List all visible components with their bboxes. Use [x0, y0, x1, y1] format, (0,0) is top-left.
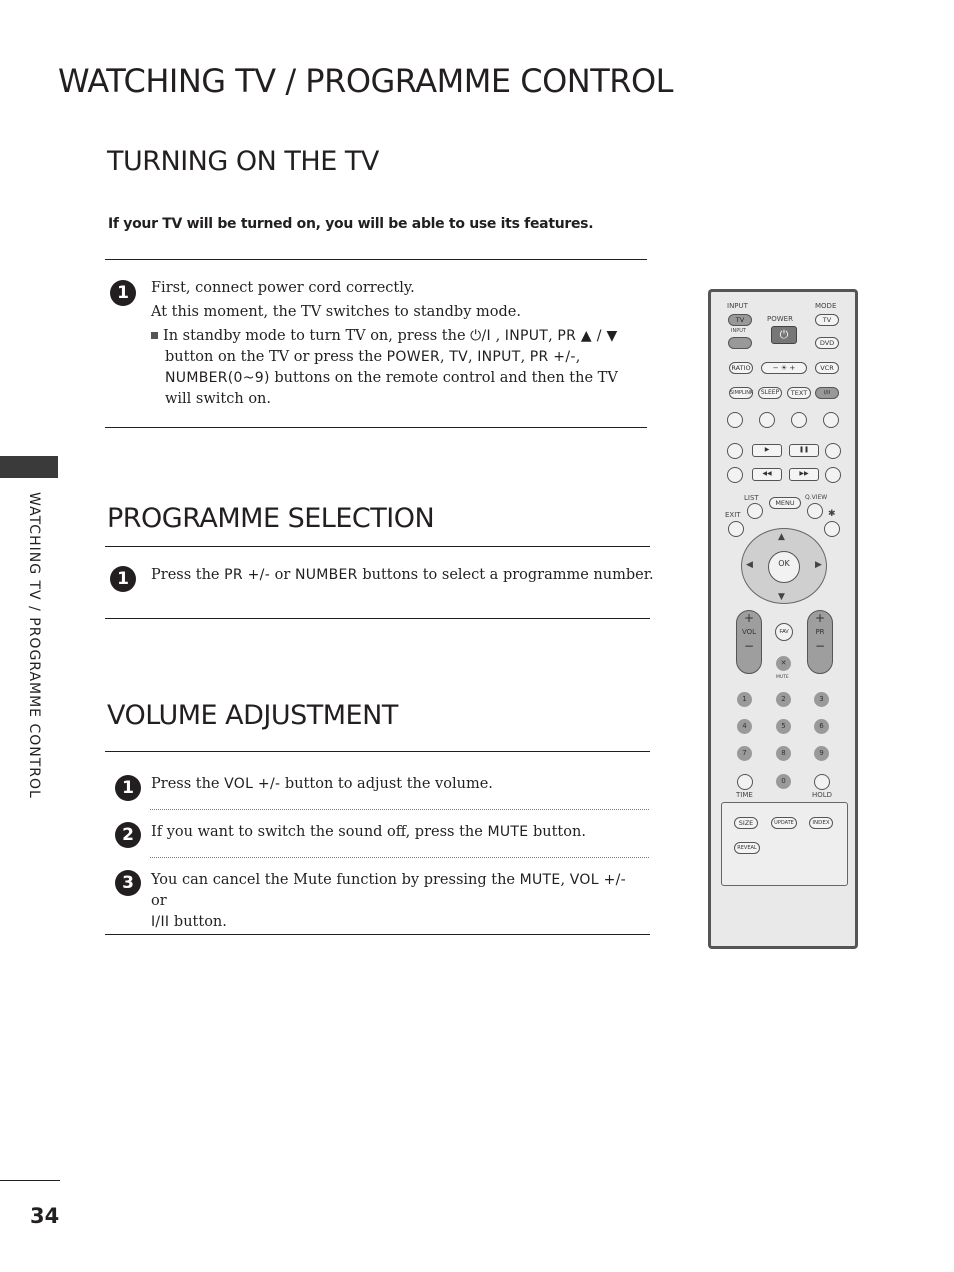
- side-tab-marker: [0, 456, 58, 478]
- page-number: 34: [30, 1204, 60, 1228]
- remote-label: INPUT: [727, 302, 748, 310]
- number-key: 9: [814, 746, 829, 761]
- remote-label: MODE: [815, 302, 837, 310]
- bullet-icon: [151, 332, 158, 339]
- rewind-icon: ◀◀: [752, 468, 782, 481]
- mute-icon: ✕: [776, 656, 791, 671]
- number-key: 3: [814, 692, 829, 707]
- dotted-divider: [150, 809, 649, 810]
- page-title: WATCHING TV / PROGRAMME CONTROL: [58, 62, 673, 100]
- remote-label: TIME: [736, 791, 753, 799]
- remote-update-button: UPDATE: [771, 817, 797, 829]
- section-title-volume: VOLUME ADJUSTMENT: [107, 700, 398, 731]
- step-number: 1: [110, 280, 136, 306]
- side-section-label: WATCHING TV / PROGRAMME CONTROL: [26, 492, 42, 799]
- number-key: 1: [737, 692, 752, 707]
- remote-control-illustration: [708, 289, 858, 949]
- divider: [105, 934, 650, 935]
- intro-text: If your TV will be turned on, you will be able to use its features.: [108, 216, 594, 232]
- remote-ratio-button: RATIO: [729, 362, 753, 374]
- brightness-icon: − ☀ +: [761, 362, 807, 374]
- arrow-left-icon: ◀: [746, 560, 753, 570]
- remote-label: Q.VIEW: [805, 494, 828, 501]
- pause-icon: ❚❚: [789, 444, 819, 457]
- arrow-up-icon: ▲: [778, 532, 785, 542]
- remote-label: EXIT: [725, 511, 741, 519]
- remote-color-button: [791, 412, 807, 428]
- number-key: 2: [776, 692, 791, 707]
- remote-fav-button: FAV: [775, 623, 793, 641]
- step-text: If you want to switch the sound off, press the MUTE button.: [151, 824, 586, 840]
- remote-programme-rocker: + PR −: [807, 610, 833, 674]
- arrow-right-icon: ▶: [815, 560, 822, 570]
- number-key: 8: [776, 746, 791, 761]
- remote-size-button: SIZE: [734, 817, 758, 829]
- divider: [105, 427, 647, 428]
- remote-input-button: [728, 337, 752, 349]
- divider: [105, 259, 647, 260]
- number-key: 7: [737, 746, 752, 761]
- remote-text-button: TEXT: [787, 387, 811, 399]
- remote-ok-button: OK: [768, 551, 800, 583]
- remote-color-button: [823, 412, 839, 428]
- divider: [105, 618, 650, 619]
- number-key: 0: [776, 774, 791, 789]
- remote-time-button: [737, 774, 753, 790]
- remote-label: POWER: [767, 315, 793, 323]
- remote-color-button: [759, 412, 775, 428]
- remote-star-button: [824, 521, 840, 537]
- remote-dvd-button: DVD: [815, 337, 839, 349]
- number-key: 4: [737, 719, 752, 734]
- fast-forward-icon: ▶▶: [789, 468, 819, 481]
- step-text: Press the PR +/- or NUMBER buttons to select a programme number.: [151, 567, 654, 583]
- footer-rule: [0, 1180, 60, 1181]
- remote-i-ii-button: I/II: [815, 387, 839, 399]
- step-number: 1: [110, 566, 136, 592]
- power-icon: ⏻: [771, 326, 797, 344]
- remote-reveal-button: REVEAL: [734, 842, 760, 854]
- step-number: 1: [115, 775, 141, 801]
- dotted-divider: [150, 857, 649, 858]
- remote-volume-rocker: + VOL −: [736, 610, 762, 674]
- step-number: 3: [115, 870, 141, 896]
- divider: [105, 751, 650, 752]
- step-text: You can cancel the Mute function by pressing the MUTE, VOL +/- or I/II button.: [151, 872, 626, 930]
- play-icon: ▶: [752, 444, 782, 457]
- remote-label: LIST: [744, 494, 759, 502]
- teletext-panel: [721, 802, 848, 886]
- remote-mode-tv-button: TV: [815, 314, 839, 326]
- remote-vcr-button: VCR: [815, 362, 839, 374]
- step-text: First, connect power cord correctly. At this moment, the TV switches to standby mode. In standby mode to turn TV on, press the ⏻/I , INPUT, PR ▲ / ▼ button on the TV or press the POWER, TV, INPUT, PR +/-, NUMBER(0~9) buttons on the remote control and then the TV will switch on.: [151, 280, 618, 407]
- remote-menu-button: MENU: [769, 497, 801, 509]
- remote-color-button: [727, 412, 743, 428]
- skip-forward-icon: [825, 467, 841, 483]
- step-number: 2: [115, 822, 141, 848]
- remote-qview-button: [807, 503, 823, 519]
- remote-label: MUTE: [776, 675, 789, 680]
- number-key: 6: [814, 719, 829, 734]
- number-key: 5: [776, 719, 791, 734]
- remote-tv-button: TV: [728, 314, 752, 326]
- remote-hold-button: [814, 774, 830, 790]
- section-title-turning-on: TURNING ON THE TV: [107, 146, 379, 177]
- divider: [105, 546, 650, 547]
- remote-exit-button: [728, 521, 744, 537]
- remote-label: HOLD: [812, 791, 833, 799]
- arrow-down-icon: ▼: [778, 592, 785, 602]
- record-icon: [825, 443, 841, 459]
- skip-back-icon: [727, 467, 743, 483]
- remote-sleep-button: SLEEP: [758, 387, 782, 399]
- remote-label: ✱: [828, 509, 836, 519]
- remote-label: INPUT: [731, 328, 746, 334]
- remote-index-button: INDEX: [809, 817, 833, 829]
- section-title-programme: PROGRAMME SELECTION: [107, 503, 435, 534]
- remote-list-button: [747, 503, 763, 519]
- step-text: Press the VOL +/- button to adjust the volume.: [151, 776, 493, 792]
- stop-icon: [727, 443, 743, 459]
- remote-simplink-button: SIMPLINK: [729, 387, 753, 399]
